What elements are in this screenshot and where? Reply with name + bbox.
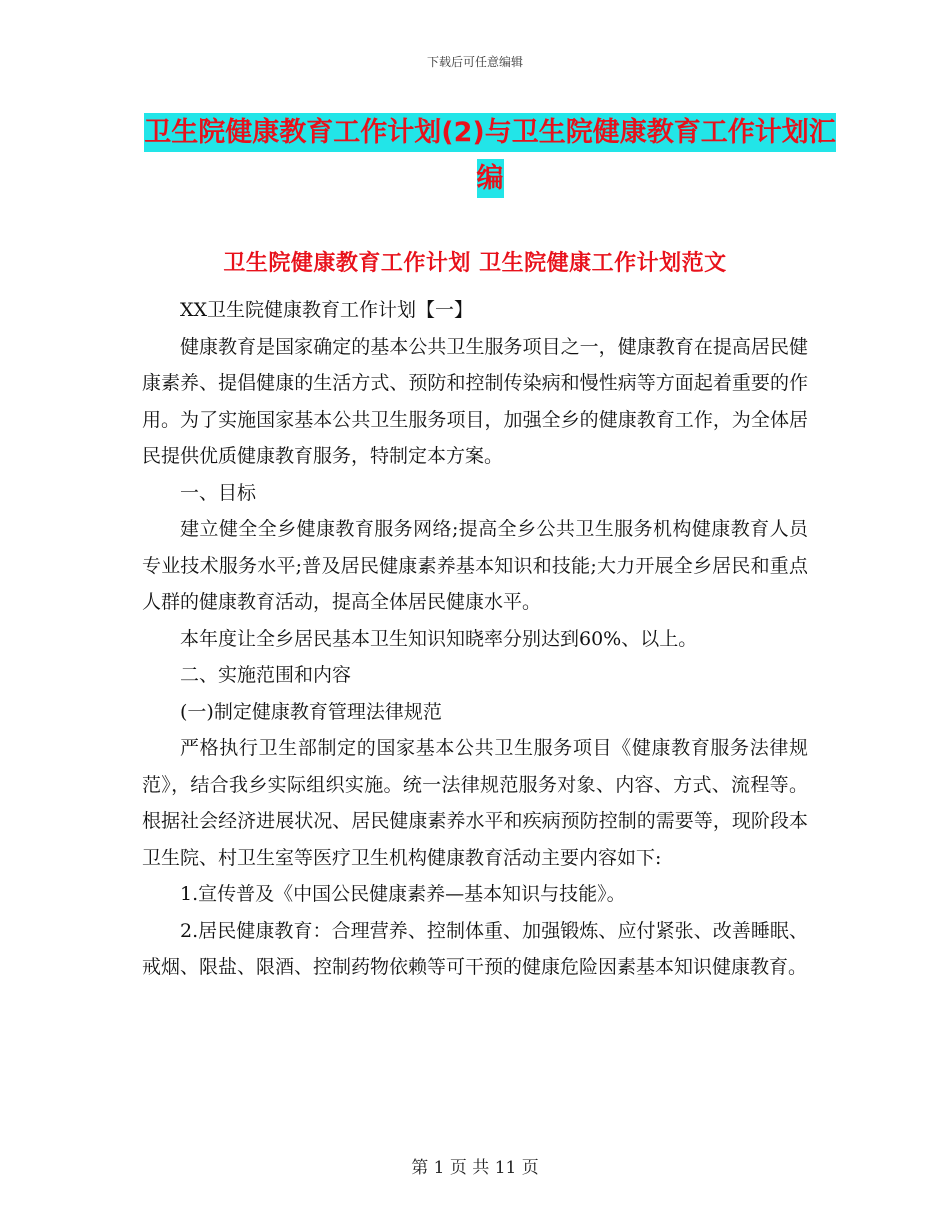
document-subtitle: 卫生院健康教育工作计划 卫生院健康工作计划范文	[223, 251, 727, 276]
paragraph: 本年度让全乡居民基本卫生知识知晓率分别达到60%、以上。	[180, 627, 698, 650]
page-number: 第 1 页 共 11 页	[411, 1158, 539, 1178]
header-note: 下载后可任意编辑	[426, 55, 523, 69]
list-item: 1.宣传普及《中国公民健康素养—基本知识与技能》。	[180, 883, 626, 905]
paragraph: 建立健全全乡健康教育服务网络;提高全乡公共卫生服务机构健康教育人员专业技术服务水平;普及居民健康素养基本知识和技能;大力开展全乡居民和重点人群的健康教育活动，提高全体居民健康水平。	[142, 518, 808, 613]
list-item: 2.居民健康教育：合理营养、控制体重、加强锻炼、应付紧张、改善睡眠、戒烟、限盐、限酒、控制药物依赖等可干预的健康危险因素基本知识健康教育。	[142, 919, 808, 978]
paragraph: 严格执行卫生部制定的国家基本公共卫生服务项目《健康教育服务法律规范》，结合我乡实际组织实施。统一法律规范服务对象、内容、方式、流程等。根据社会经济进展状况、居民健康素养水平和疾病预防控制的需要等，现阶段本卫生院、村卫生室等医疗卫生机构健康教育活动主要内容如下:	[142, 737, 808, 869]
section-heading: 一、目标	[180, 481, 257, 504]
document-body	[142, 292, 808, 986]
document-title	[140, 110, 840, 202]
paragraph: 健康教育是国家确定的基本公共卫生服务项目之一，健康教育在提高居民健康素养、提倡健康的生活方式、预防和控制传染病和慢性病等方面起着重要的作用。为了实施国家基本公共卫生服务项目，加强全乡的健康教育工作，为全体居民提供优质健康教育服务，特制定本方案。	[142, 335, 808, 467]
paragraph: XX卫生院健康教育工作计划【一】	[180, 299, 474, 321]
document-title-text: 卫生院健康教育工作计划(2)与卫生院健康教育工作计划汇编	[144, 113, 835, 198]
subsection-heading: (一)制定健康教育管理法律规范	[180, 700, 442, 723]
section-heading: 二、实施范围和内容	[180, 664, 352, 686]
